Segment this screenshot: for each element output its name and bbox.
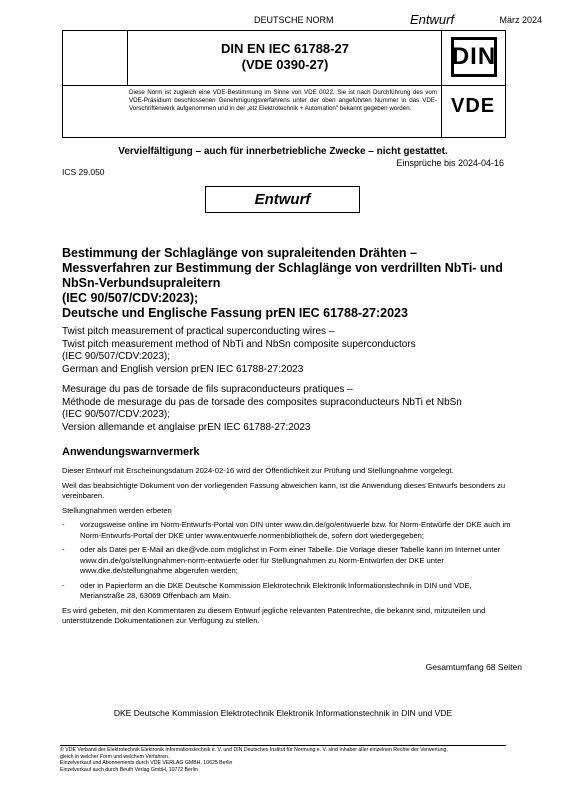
din-logo: DIN	[451, 37, 497, 77]
title-line: Deutsche und Englische Fassung prEN IEC 61788-27:2023	[62, 306, 408, 320]
warning-body	[62, 466, 512, 631]
divider	[63, 85, 505, 86]
reproduction-notice: Vervielfältigung – auch für innerbetriebliche Zwecke – nicht gestattet.	[118, 146, 448, 157]
title-line: (IEC 90/507/CDV:2023);	[62, 409, 171, 420]
standard-number-line1: DIN EN IEC 61788-27	[221, 41, 349, 56]
title-line: Mesurage du pas de torsade de fils supraconducteurs pratiques –	[62, 384, 353, 395]
objection-deadline: Einsprüche bis 2024-04-16	[396, 158, 504, 168]
title-french	[62, 384, 522, 434]
title-line: (IEC 90/507/CDV:2023);	[62, 351, 171, 362]
copyright-line: gleich in welcher Form und welchem Verfahren.	[60, 753, 170, 760]
top-header	[0, 12, 566, 28]
warning-paragraph: Dieser Entwurf mit Erscheinungsdatum 2024-02-16 wird der Öffentlichkeit zur Prüfung und Stellungnahme vorgelegt.	[62, 466, 454, 475]
copyright-line: Einzelverkauf auch durch Beuth Verlag GmbH, 10772 Berlin	[60, 766, 198, 773]
title-line: Messverfahren zur Bestimmung der Schlaglänge von verdrillten NbTi- und	[62, 261, 503, 275]
norm-label: DEUTSCHE NORM	[254, 15, 334, 25]
footer-rule	[60, 745, 506, 746]
warning-heading: Anwendungswarnvermerk	[62, 446, 200, 458]
warning-paragraph: Es wird gebeten, mit den Kommentaren zu diesem Entwurf jegliche relevanten Patentrechte, die bekannt sind, mitzuteilen und unterstützende Dokumentationen zur Verfügung zu stellen.	[62, 605, 486, 625]
copyright-line: Einzelverkauf und Abonnements durch VDE VERLAG GMBH, 10625 Berlin	[60, 760, 233, 766]
title-line: German and English version prEN IEC 61788-27:2023	[62, 363, 304, 375]
list-item: - vorzugsweise online im Norm-Entwurfs-Portal von DIN unter www.din.de/go/entwuerfe bzw. für Norm-Entwürfe der DKE auch im Norm-Entwurfs-Portal der DKE unter www.entwuerfe.normenbibliothek.de, sofern dort wiedergegeben;	[62, 520, 511, 540]
title-line: Méthode de mesurage du pas de torsade des composites supraconducteurs NbTi et NbSn	[62, 396, 462, 408]
title-line: (IEC 90/507/CDV:2023);	[62, 291, 199, 305]
warning-paragraph: Stellungnahmen werden erbeten	[62, 505, 172, 515]
comment-channel-list	[62, 520, 512, 602]
title-german	[62, 246, 522, 321]
list-item: - oder in Papierform an die DKE Deutsche Kommission Elektrotechnik Elektronik Informationstechnik in DIN und VDE, Merianstraße 28, 63069 Offenbach am Main.	[62, 581, 512, 602]
list-item-text: vorzugsweise online im Norm-Entwurfs-Portal von DIN unter www.din.de/go/entwuerfe bzw. für Norm-Entwürfe der DKE auch im Norm-Entwurfs-Portal der DKE unter www.entwuerfe.normenbibliothek.de, sofern dort wiedergegeben;	[80, 520, 511, 540]
vde-logo: VDE	[451, 95, 496, 117]
divider	[441, 31, 442, 137]
title-english	[62, 326, 522, 376]
title-line: Twist pitch measurement method of NbTi and NbSn composite superconductors	[62, 338, 416, 350]
title-line: NbSn-Verbundsupraleitern	[62, 276, 221, 290]
warning-paragraph: Weil das beabsichtigte Dokument von der vorliegenden Fassung abweichen kann, ist die Anwendung dieses Entwurfs besonders zu vereinbaren.	[62, 480, 506, 500]
list-item-text: oder als Datei per E-Mail an dke@vde.com möglichst in Form einer Tabelle. Die Vorlage dieser Tabelle kann im Internet unter www.din.de/go/stellungnahmen-norm-entwuerfe oder für Stellungnahmen zu Norm-Entwürfen der DKE unter www.dke.de/stellungnahme abgerufen werden;	[80, 545, 501, 575]
draft-label: Entwurf	[410, 12, 455, 27]
list-item-text: oder in Papierform an die DKE Deutsche Kommission Elektrotechnik Elektronik Informationstechnik in DIN und VDE, Merianstraße 28, 63069 Offenbach am Main.	[80, 580, 472, 600]
draft-stamp: Entwurf	[205, 186, 360, 213]
ics-code: ICS 29.050	[62, 167, 105, 177]
list-item: - oder als Datei per E-Mail an dke@vde.com möglichst in Form einer Tabelle. Die Vorlage dieser Tabelle kann im Internet unter www.din.de/go/stellungnahmen-norm-entwuerfe oder für Stellungnahmen zu Norm-Entwürfen der DKE unter www.dke.de/stellungnahme abgerufen werden;	[62, 545, 512, 577]
vde-note: Diese Norm ist zugleich eine VDE-Bestimmung im Sinne von VDE 0022. Sie ist nach Durchführung des vom VDE-Präsidium beschlossenen Genehmigungsverfahrens unter der oben angeführten Nummer in das VDE-Vorschriftenwerk aufgenommen und in der „etz Elektrotechnik + Automation" bekannt gegeben worden.	[129, 89, 437, 112]
issue-date: März 2024	[499, 15, 542, 25]
title-line: Bestimmung der Schlaglänge von supraleitenden Drähten –	[62, 246, 417, 260]
total-pages: Gesamtumfang 68 Seiten	[425, 662, 522, 672]
title-line: Twist pitch measurement of practical superconducting wires –	[62, 326, 335, 337]
standard-header-box	[62, 30, 506, 138]
copyright-line: © VDE Verband der Elektrotechnik Elektronik Informationstechnik e. V. und DIN Deutsches Institut für Normung e. V. sind Inhaber aller einzelnen Rechte der Verwertung,	[60, 747, 448, 753]
copyright-notice	[60, 747, 510, 773]
standard-number	[129, 41, 441, 73]
title-line: Version allemande et anglaise prEN IEC 61788-27:2023	[62, 421, 311, 433]
dke-footer: DKE Deutsche Kommission Elektrotechnik Elektronik Informationstechnik in DIN und VDE	[113, 708, 453, 718]
divider	[127, 31, 128, 85]
standard-number-line2: (VDE 0390-27)	[241, 57, 329, 72]
